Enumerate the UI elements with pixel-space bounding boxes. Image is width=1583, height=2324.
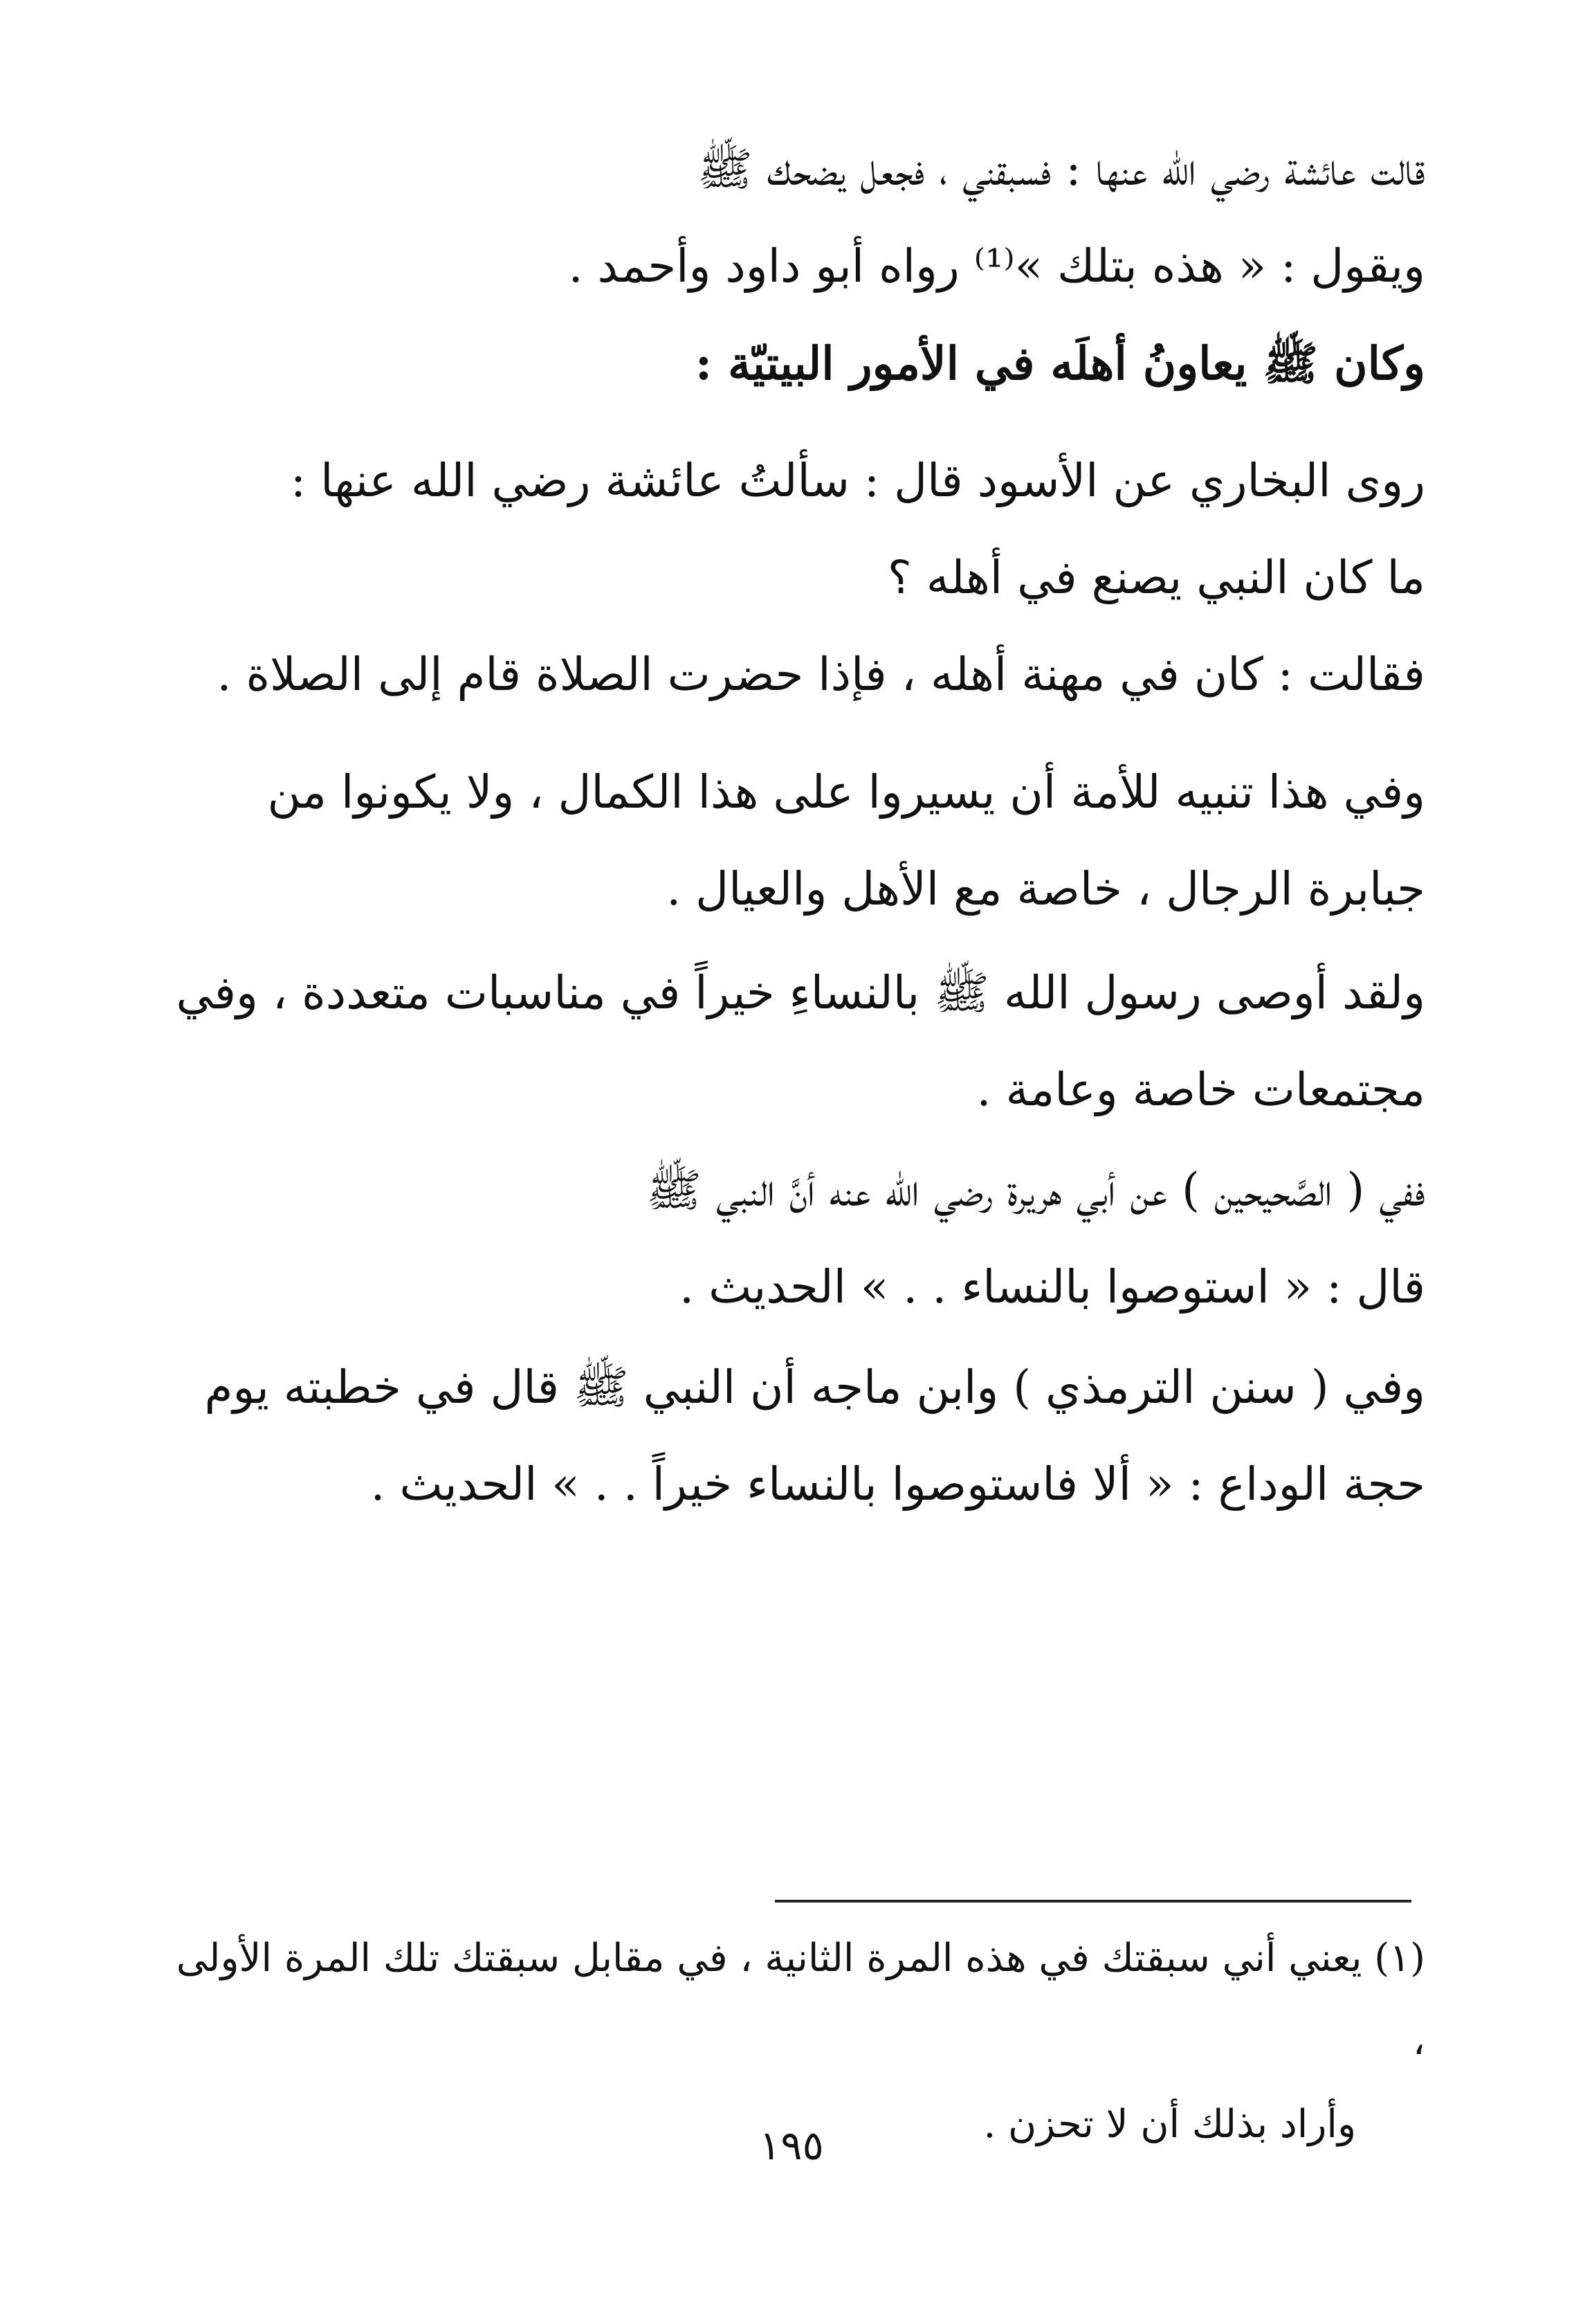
paragraph-advice: [152, 945, 1425, 1138]
paragraph-lesson: [152, 744, 1425, 938]
text-line: قالت عائشة رضي الله عنها : فسبقني ، فجعل يضحك ﷺ: [697, 143, 1425, 196]
text-line: مجتمعات خاصة وعامة .: [976, 1063, 1425, 1116]
heading-line: وكان ﷺ يعاونُ أهلَه في الأمور البيتيّة :: [695, 336, 1425, 390]
paragraph-bukhari: [152, 433, 1425, 626]
paragraph-tirmidhi: [152, 1339, 1425, 1533]
paragraph-sahihain: [152, 1142, 1425, 1336]
text-line: جبابرة الرجال ، خاصة مع الأهل والعيال .: [666, 862, 1425, 916]
text-line: ولقد أوصى رسول الله ﷺ بالنساءِ خيراً في مناسبات متعددة ، وفي: [176, 966, 1425, 1019]
text-line: وفي هذا تنبيه للأمة أن يسيروا على هذا الكمال ، ولا يكونوا من: [267, 765, 1425, 819]
page-number: ١٩٥: [759, 2122, 824, 2169]
text-line: ما كان النبي يصنع في أهله ؟: [887, 551, 1425, 604]
text-line: ويقول : « هذه بتلك »⁽¹⁾ رواه أبو داود وأحمد .: [568, 239, 1425, 293]
paragraph-answer: [152, 626, 1425, 723]
section-heading: [152, 315, 1425, 412]
paragraph-aisha-race: [152, 121, 1425, 315]
text-line: قال : « استوصوا بالنساء . . » الحديث .: [679, 1260, 1425, 1314]
text-line: حجة الوداع : « ألا فاستوصوا بالنساء خيراً . . » الحديث .: [370, 1458, 1425, 1511]
text-line: ففي ( الصَّحيحين ) عن أبي هريرة رضي الله عنه أنَّ النبي ﷺ: [646, 1163, 1425, 1217]
footnote-line: وأراد بذلك أن لا تحزن .: [983, 2102, 1356, 2147]
footnote-separator: [775, 1900, 1411, 1903]
text-line: وفي ( سنن الترمذي ) وابن ماجه أن النبي ﷺ قال في خطبته يوم: [204, 1361, 1425, 1414]
text-line: روى البخاري عن الأسود قال : سألتُ عائشة رضي الله عنها :: [290, 454, 1425, 507]
footnote-line: (١) يعني أني سبقتك في هذه المرة الثانية ، في مقابل سبقتك تلك المرة الأولى ،: [176, 1936, 1425, 2064]
text-line: فقالت : كان في مهنة أهله ، فإذا حضرت الصلاة قام إلى الصلاة .: [217, 648, 1425, 701]
